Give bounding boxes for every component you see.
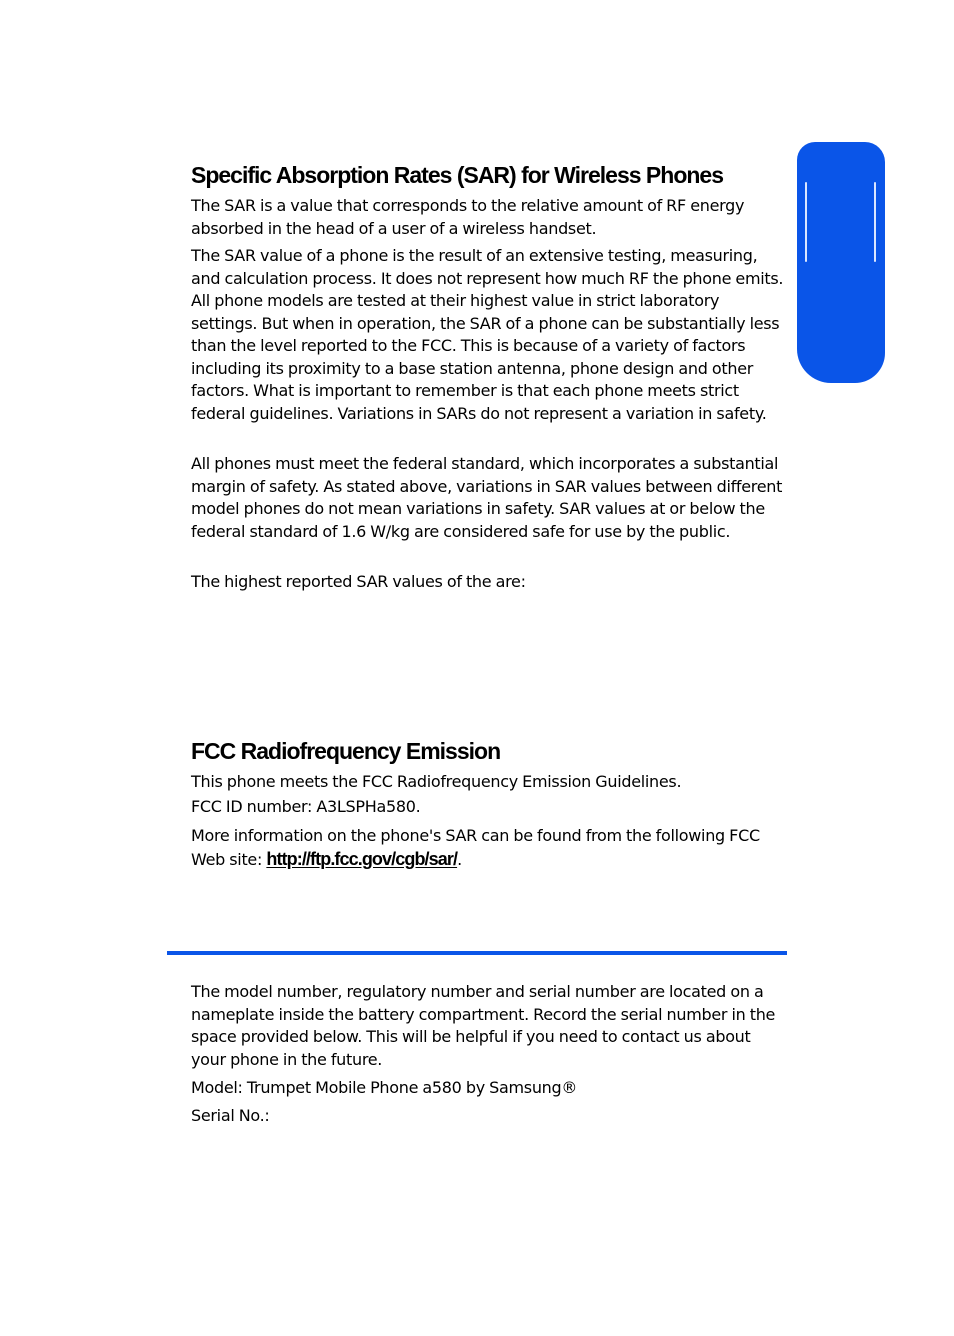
fcc-sar-link[interactable]: http://ftp.fcc.gov/cgb/sar/ — [266, 848, 458, 869]
fcc-paragraph-1: This phone meets the FCC Radiofrequency Emission Guidelines. — [191, 772, 682, 791]
fcc-paragraph-3 — [191, 825, 787, 871]
fcc-info-text: More information on the phone's SAR can be found from the following FCC Web site: — [191, 826, 760, 869]
fcc-info-period: . — [457, 849, 462, 869]
fcc-heading: FCC Radiofrequency Emission — [191, 738, 501, 764]
sar-paragraph-4: The highest reported SAR values of the are: — [191, 572, 526, 591]
tab-highlight-right — [874, 182, 876, 262]
fcc-id-line: FCC ID number: A3LSPHa580. — [191, 797, 421, 816]
tab-highlight-left — [805, 182, 807, 262]
sar-paragraph-2: The SAR value of a phone is the result of an extensive testing, measuring, and calculation process. It does not represent how much RF the phone emits. All phone models are tested at their highest value in strict laboratory settings. But when in operation, the SAR of a phone can be substantially less than the level reported to the FCC. This is because of a variety of factors including its proximity to a base station antenna, phone design and other factors. What is important to remember is that each phone meets strict federal guidelines. Variations in SARs do not represent a variation in safety. — [191, 246, 784, 423]
sar-paragraph-3: All phones must meet the federal standard, which incorporates a substantial margin of safety. As stated above, variations in SAR values between different model phones do not mean variations in safety. SAR values at or below the federal standard of 1.6 W/kg are considered safe for use by the public. — [191, 454, 783, 541]
model-line: Model: Trumpet Mobile Phone a580 by Samsung® — [191, 1078, 578, 1097]
section-divider-rule — [167, 951, 787, 955]
sar-heading: Specific Absorption Rates (SAR) for Wireless Phones — [191, 162, 723, 188]
owner-paragraph-1: The model number, regulatory number and serial number are located on a nameplate inside the battery compartment. Record the serial number in the space provided below. This will be helpful if you need to contact us about your phone in the future. — [191, 982, 776, 1069]
sar-paragraph-1: The SAR is a value that corresponds to the relative amount of RF energy absorbed in the head of a user of a wireless handset. — [191, 196, 745, 238]
section-tab-marker — [797, 142, 885, 383]
serial-line: Serial No.: — [191, 1106, 270, 1125]
